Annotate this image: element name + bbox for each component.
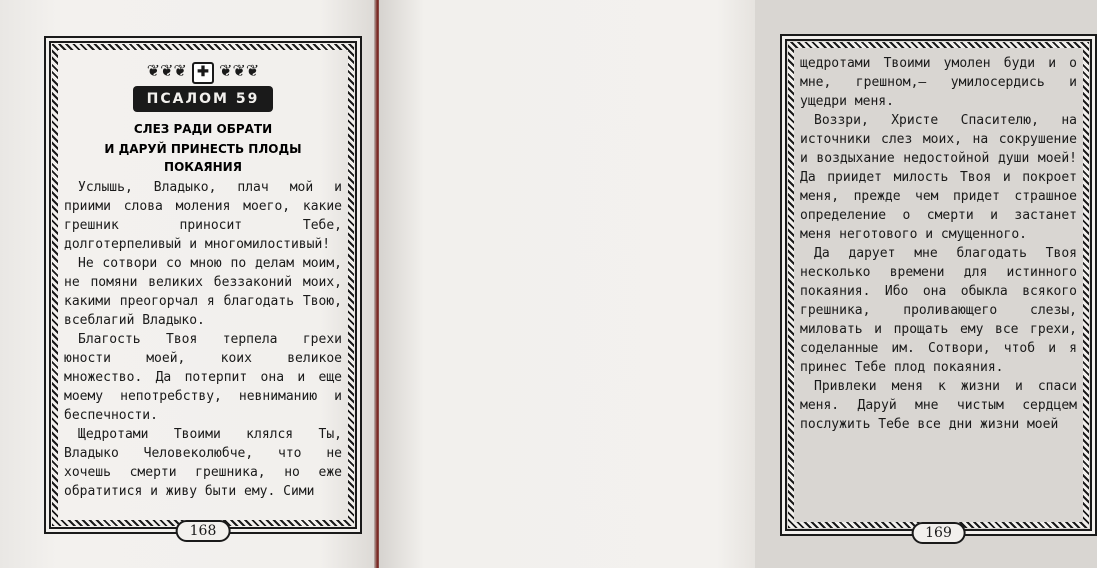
page-number: 168 [176, 520, 231, 542]
right-page [379, 0, 1077, 568]
psalm-subtitle-line1: СЛЕЗ РАДИ ОБРАТИ [133, 122, 273, 136]
paragraph: Не сотвори со мною по делам моим, не помяни великих беззаконий моих, какими преогорчал я благодать Твою, всеблагий Владыко. [64, 256, 342, 328]
left-page-content [64, 60, 342, 501]
paragraph: щедротами Твоими умолен буди и о мне, грешном,— умилосердись и ущедри меня. [800, 56, 1077, 109]
ornament-right-icon: ❦❦❦ [214, 61, 260, 80]
psalm-heading: ПСАЛОМ 59 [133, 86, 273, 112]
paragraph: Услышь, Владыко, плач мой и приими слова моления моего, какие грешник приносит Тебе, долготерпеливый и многомилостивый! [64, 180, 342, 252]
paragraph: Привлеки меня к жизни и спаси меня. Даруй мне чистым сердцем послужить Тебе все дни жизни моей [800, 379, 1077, 432]
paragraph: Воззри, Христе Спасителю, на источники слез моих, на сокрушение и воздыхание недостойной души моей! Да приидет милость Твоя и покроет меня, прежде чем придет страшное определение о смерти и застанет меня неготового и смущенного. [800, 113, 1077, 242]
ornament-with-cross [64, 60, 342, 82]
psalm-subtitle-line2: И ДАРУЙ ПРИНЕСТЬ ПЛОДЫ ПОКАЯНИЯ [104, 142, 302, 174]
ornament-left-icon: ❦❦❦ [146, 61, 192, 80]
left-page-frame [44, 36, 362, 539]
right-page-frame [780, 34, 1097, 541]
right-page-content [800, 54, 1077, 434]
cross-icon: ✚ [192, 62, 214, 84]
left-page [0, 0, 376, 568]
paragraph: Да дарует мне благодать Твоя несколько времени для истинного покаяния. Ибо она обыкла всякого грешника, проливающего слезы, миловать и прощать ему все грехи, соделанные им. Сотвори, чтоб и я принес Тебе плод покаяния. [800, 246, 1077, 375]
page-number: 169 [911, 522, 966, 544]
paragraph: Щедротами Твоими клялся Ты, Владыко Человеколюбче, что не хочешь смерти грешника, но еже обратитися и живу быти ему. Сими [64, 427, 342, 499]
paragraph: Благость Твоя терпела грехи юности моей, коих великое множество. Да потерпит она и еще моему непотребству, невниманию и беспечности. [64, 332, 342, 423]
